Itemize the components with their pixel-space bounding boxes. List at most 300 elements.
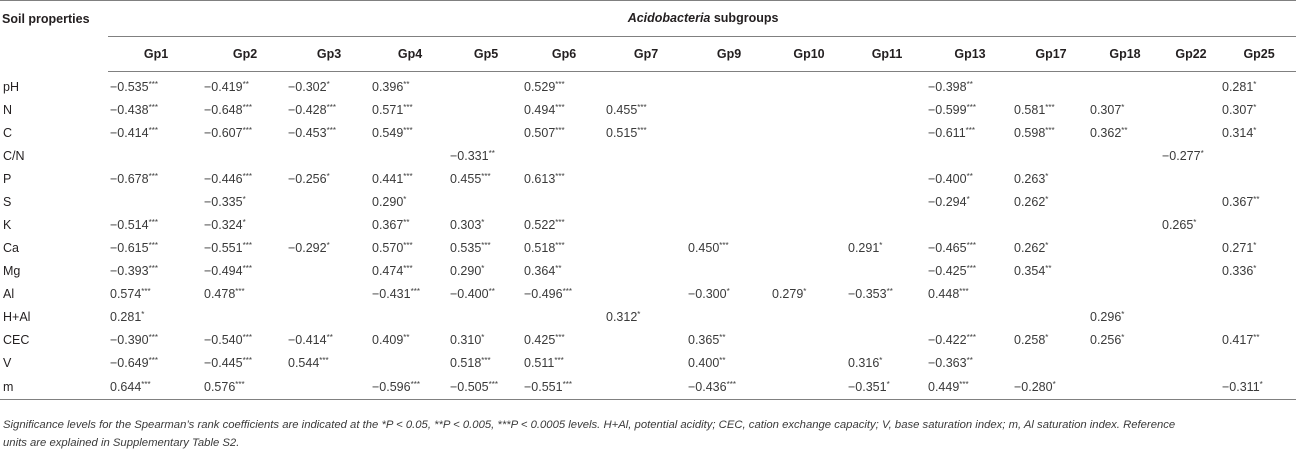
cell-value: −0.422 [928,332,967,347]
table-cell [1220,98,1296,121]
table-cell [448,98,522,121]
cell-value: 0.518 [450,355,482,370]
significance-marker: *** [719,240,729,250]
cell-value: 0.574 [110,286,142,301]
column-header-gp25: Gp25 [1220,37,1296,72]
table-cell [604,351,686,374]
significance-marker: * [326,171,330,181]
table-cell [846,213,926,236]
table-cell [926,236,1012,259]
table-cell [926,72,1012,99]
group-title-italic: Acidobacteria [627,11,711,25]
cell-value: −0.551 [524,379,563,394]
cell-value: −0.335 [204,194,243,209]
significance-marker: *** [242,240,252,250]
cell-value: −0.302 [288,80,327,94]
table-cell [1012,374,1088,400]
significance-marker: *** [403,240,413,250]
table-row [0,328,1296,351]
cell-value: −0.465 [928,240,967,255]
table-cell [1012,121,1088,144]
cell-value: 0.515 [606,125,638,140]
table-cell [370,282,448,305]
significance-marker: *** [481,355,491,365]
significance-marker: *** [481,171,491,181]
table-cell [108,259,202,282]
significance-marker: * [1121,332,1125,342]
table-cell [1012,167,1088,190]
cell-value: 0.314 [1222,125,1254,140]
cell-value: 0.316 [848,355,880,370]
table-cell [286,236,370,259]
significance-marker: * [1193,217,1197,227]
cell-value: 0.262 [1014,194,1046,209]
cell-value: −0.393 [110,263,149,278]
table-cell [202,305,286,328]
significance-marker: * [242,194,246,204]
cell-value: −0.280 [1014,379,1053,394]
significance-marker: * [403,194,407,204]
significance-marker: ** [966,80,973,89]
significance-marker: *** [148,80,158,89]
cell-value: −0.331 [450,148,489,163]
group-title-rest: subgroups [710,11,779,25]
cell-value: −0.551 [204,240,243,255]
significance-marker: * [1052,379,1056,389]
table-cell [1220,351,1296,374]
table-cell [1160,190,1220,213]
table-cell [1012,98,1088,121]
row-label: C/N [3,148,25,163]
significance-marker: ** [1121,125,1128,135]
table-cell [686,305,770,328]
significance-marker: * [1259,379,1263,389]
cell-value: 0.474 [372,263,404,278]
cell-value: 0.262 [1014,240,1046,255]
table-cell [1012,236,1088,259]
table-cell [1160,236,1220,259]
cell-value: 0.296 [1090,309,1122,324]
cell-value: −0.425 [928,263,967,278]
table-cell [1220,167,1296,190]
table-cell [202,98,286,121]
table-cell [370,190,448,213]
table-cell [286,121,370,144]
table-cell [1088,98,1160,121]
significance-marker: *** [403,125,413,135]
significance-marker: *** [410,379,420,389]
table-cell [846,72,926,99]
significance-marker: * [1121,309,1125,319]
table-cell [1160,374,1220,400]
cell-value: −0.431 [372,286,411,301]
significance-marker: * [1045,240,1049,250]
cell-value: −0.615 [110,240,149,255]
table-cell [286,167,370,190]
table-cell [448,236,522,259]
table-cell [604,98,686,121]
table-cell [1160,121,1220,144]
significance-marker: * [1045,194,1049,204]
significance-marker: * [481,332,485,342]
cell-value: 0.571 [372,102,404,117]
cell-value: −0.311 [1222,379,1260,394]
significance-marker: ** [966,171,973,181]
cell-value: 0.263 [1014,171,1046,186]
table-cell [1220,190,1296,213]
significance-marker: *** [410,286,420,296]
table-cell [202,259,286,282]
table-cell [1220,213,1296,236]
footnote-line-1: Significance levels for the Spearman’s rank coefficients are indicated at the *P < 0.05, **P < 0.005, ***P < 0.0005 levels. H+Al, potential acidity; CEC, cation exchange capacity; V, base saturation index; m, Al saturation index. Reference [3,419,1176,431]
cell-value: 0.494 [524,102,556,117]
column-header-gp3: Gp3 [286,37,370,72]
table-cell [448,121,522,144]
cell-value: 0.417 [1222,332,1254,347]
significance-marker: * [1045,171,1049,181]
column-header-gp5: Gp5 [448,37,522,72]
cell-value: 0.354 [1014,263,1046,278]
significance-marker: ** [719,332,726,342]
column-header-gp7: Gp7 [604,37,686,72]
table-cell [1220,72,1296,99]
cell-value: −0.324 [204,217,243,232]
table-cell [926,305,1012,328]
table-cell [926,328,1012,351]
significance-marker: * [1121,102,1125,112]
table-cell [1088,328,1160,351]
cell-value: 0.449 [928,379,960,394]
table-cell [1160,144,1220,167]
table-footnote [3,416,1293,452]
cell-value: 0.511 [524,355,555,370]
table-row [0,282,1296,305]
table-cell [846,144,926,167]
cell-value: −0.445 [204,355,243,370]
cell-value: −0.363 [928,355,967,370]
table-cell [1160,305,1220,328]
cell-value: −0.428 [288,102,327,117]
row-label: K [3,217,12,232]
table-cell [108,190,202,213]
significance-marker: *** [966,102,976,112]
table-cell [770,72,846,99]
table-cell [202,374,286,400]
cell-value: 0.307 [1222,102,1254,117]
significance-marker: *** [326,125,336,135]
cell-value: −0.398 [928,80,967,94]
table-cell [202,351,286,374]
table-cell [286,72,370,99]
significance-marker: *** [319,355,329,365]
table-row [0,167,1296,190]
table-cell [522,144,604,167]
table-cell [522,236,604,259]
table-cell [770,98,846,121]
table-cell [286,190,370,213]
table-cell [770,213,846,236]
table-cell [926,374,1012,400]
table-cell [770,328,846,351]
significance-marker: *** [481,240,491,250]
table-cell [1088,259,1160,282]
cell-value: 0.396 [372,80,404,94]
table-cell [1088,121,1160,144]
row-label: Ca [3,240,19,255]
table-cell [1220,305,1296,328]
table-cell [770,144,846,167]
table-cell [202,328,286,351]
row-label: m [0,374,108,400]
table-cell [370,98,448,121]
row-label: P [3,171,12,186]
cell-value: 0.613 [524,171,556,186]
table-cell [686,374,770,400]
table-cell [846,282,926,305]
cell-value: −0.514 [110,217,149,232]
cell-value: −0.414 [288,332,327,347]
cell-value: 0.279 [772,286,804,301]
significance-marker: *** [403,263,413,273]
table-cell [522,167,604,190]
column-header-gp1: Gp1 [108,37,202,72]
significance-marker: *** [141,379,151,389]
cell-value: −0.494 [204,263,243,278]
row-label: Mg [3,263,21,278]
table-cell [926,282,1012,305]
table-cell [926,144,1012,167]
cell-value: 0.409 [372,332,404,347]
cell-value: 0.522 [524,217,556,232]
cell-value: 0.441 [372,171,404,186]
cell-value: −0.446 [204,171,243,186]
cell-value: 0.455 [450,171,482,186]
cell-value: 0.365 [688,332,720,347]
table-cell [604,167,686,190]
table-cell [604,144,686,167]
table-cell [1160,213,1220,236]
significance-marker: * [481,263,485,273]
table-cell [1012,282,1088,305]
table-cell [686,98,770,121]
table-cell [1160,259,1220,282]
cell-value: 0.535 [450,240,482,255]
table-cell [1012,213,1088,236]
table-cell [522,213,604,236]
significance-marker: *** [403,171,413,181]
table-cell [1012,190,1088,213]
table-cell [846,167,926,190]
table-cell [604,259,686,282]
column-header-gp6: Gp6 [522,37,604,72]
significance-marker: *** [966,332,976,342]
table-cell [370,72,448,99]
cell-value: 0.507 [524,125,556,140]
table-cell [202,167,286,190]
cell-value: 0.307 [1090,102,1122,117]
table-cell [1160,98,1220,121]
significance-marker: *** [403,102,413,112]
cell-value: 0.367 [1222,194,1254,209]
row-label: CEC [3,332,30,347]
cell-value: −0.607 [204,125,243,140]
table-cell [448,144,522,167]
table-cell [108,121,202,144]
significance-marker: ** [555,263,562,273]
table-cell [370,213,448,236]
cell-value: 0.576 [204,379,236,394]
significance-marker: *** [242,355,252,365]
table-row [0,351,1296,374]
table-cell [448,282,522,305]
cell-value: 0.644 [110,379,142,394]
cell-value: −0.292 [288,240,327,255]
table-cell [370,305,448,328]
significance-marker: *** [555,80,565,89]
cell-value: −0.436 [688,379,727,394]
table-cell [1220,374,1296,400]
table-cell [1012,351,1088,374]
cell-value: 0.281 [1222,80,1254,94]
table-cell [108,167,202,190]
significance-marker: ** [403,217,410,227]
table-cell [770,190,846,213]
table-cell [846,190,926,213]
cell-value: −0.300 [688,286,727,301]
cell-value: −0.505 [450,379,489,394]
cell-value: 0.455 [606,102,638,117]
table-cell [202,144,286,167]
row-label: H+Al [3,309,31,324]
table-cell [1088,190,1160,213]
table-cell [108,236,202,259]
table-cell [370,144,448,167]
table-cell [522,282,604,305]
significance-marker: *** [148,263,158,273]
cell-value: −0.294 [928,194,967,209]
significance-marker: ** [966,355,973,365]
significance-marker: *** [242,263,252,273]
significance-marker: ** [1253,194,1260,204]
table-cell [846,121,926,144]
column-header-gp13: Gp13 [926,37,1012,72]
table-cell [1088,351,1160,374]
table-cell [202,72,286,99]
cell-value: −0.649 [110,355,149,370]
significance-marker: *** [562,286,572,296]
table-body [0,72,1296,400]
table-cell [604,305,686,328]
table-row [0,213,1296,236]
significance-marker: *** [959,379,969,389]
significance-marker: * [966,194,970,204]
significance-marker: * [1253,263,1257,273]
cell-value: −0.256 [288,171,327,186]
table-cell [202,236,286,259]
table-cell [604,213,686,236]
cell-value: 0.291 [848,240,880,255]
table-cell [770,351,846,374]
cell-value: 0.549 [372,125,404,140]
cell-value: −0.277 [1162,148,1201,163]
significance-marker: * [141,309,145,319]
table-cell [448,351,522,374]
table-cell [686,72,770,99]
significance-marker: *** [555,217,565,227]
significance-marker: * [803,286,807,296]
table-cell [448,72,522,99]
table-cell [846,328,926,351]
significance-marker: * [1253,240,1257,250]
cell-value: −0.535 [110,80,149,94]
cell-value: −0.596 [372,379,411,394]
cell-value: 0.400 [688,355,720,370]
table-row [0,259,1296,282]
cell-value: 0.271 [1222,240,1254,255]
table-cell [448,259,522,282]
column-header-gp18: Gp18 [1088,37,1160,72]
significance-marker: * [1200,148,1204,158]
table-cell [1012,328,1088,351]
significance-marker: *** [637,125,647,135]
table-cell [448,374,522,400]
table-cell [370,259,448,282]
table-cell [1220,144,1296,167]
table-cell [108,213,202,236]
table-cell [522,374,604,400]
significance-marker: *** [966,263,976,273]
table-row [0,374,1296,400]
column-header-gp4: Gp4 [370,37,448,72]
table-cell [522,72,604,99]
cell-value: 0.450 [688,240,720,255]
row-label: S [3,194,12,209]
header-soil-properties: Soil properties [2,12,90,26]
table-cell [770,282,846,305]
table-cell [370,236,448,259]
column-header-gp11: Gp11 [846,37,926,72]
table-cell [686,328,770,351]
cell-value: 0.544 [288,355,320,370]
cell-value: −0.496 [524,286,563,301]
table-cell [1088,374,1160,400]
significance-marker: *** [966,240,976,250]
cell-value: 0.290 [372,194,404,209]
table-row [0,305,1296,328]
significance-marker: * [637,309,641,319]
cell-value: 0.367 [372,217,404,232]
cell-value: −0.599 [928,102,967,117]
table-cell [108,328,202,351]
table-cell [846,374,926,400]
significance-marker: *** [235,286,245,296]
significance-marker: *** [959,286,969,296]
significance-marker: ** [403,80,410,89]
table-cell [286,259,370,282]
significance-marker: *** [148,355,158,365]
significance-marker: *** [148,171,158,181]
column-header-row [0,37,1296,72]
significance-marker: *** [637,102,647,112]
table-cell [1160,328,1220,351]
table-cell [770,374,846,400]
table-cell [108,98,202,121]
table-cell [686,144,770,167]
significance-marker: *** [242,102,252,112]
table-cell [108,374,202,400]
table-cell [1220,259,1296,282]
significance-marker: *** [235,379,245,389]
